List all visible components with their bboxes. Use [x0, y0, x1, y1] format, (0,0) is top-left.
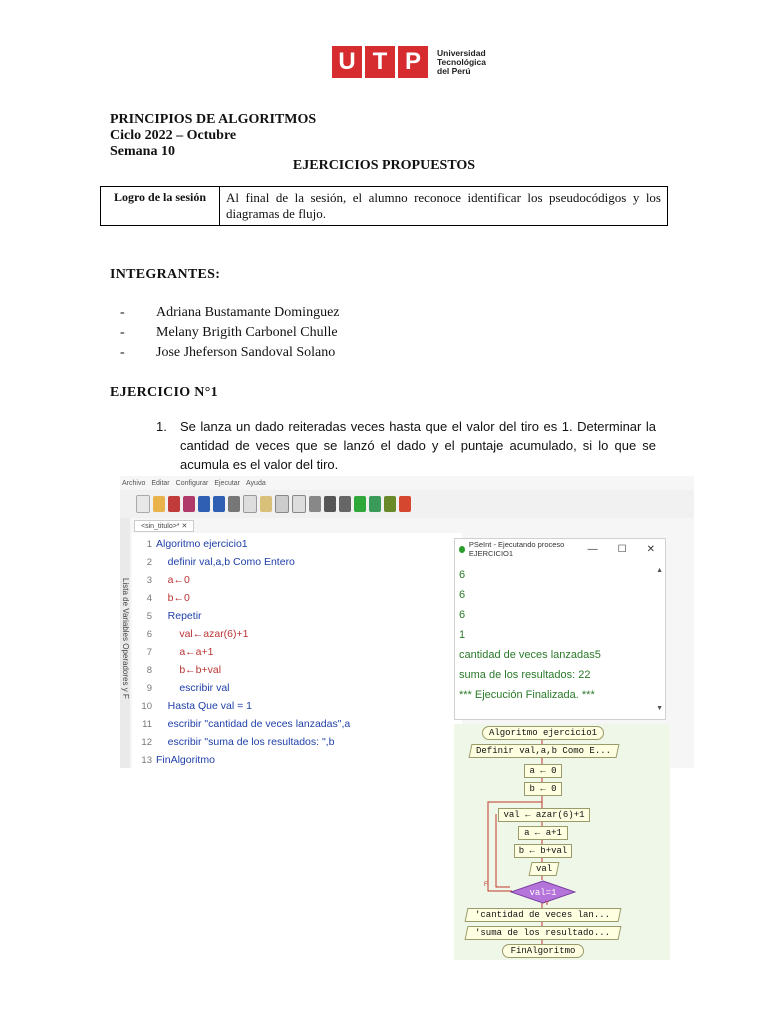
close-icon[interactable]: ✕ [181, 523, 188, 530]
flow-end: FinAlgoritmo [502, 944, 584, 958]
line-number: 1 [146, 538, 152, 550]
flow-assign-b: b ← 0 [524, 782, 562, 796]
logo-letter: T [365, 46, 395, 78]
console-line: *** Ejecución Finalizada. *** [459, 689, 595, 701]
code-line [132, 643, 214, 661]
logo-university-name [437, 49, 486, 76]
logo-letters [332, 46, 431, 78]
line-number: 7 [146, 646, 152, 658]
flowchart-icon[interactable] [384, 496, 396, 512]
code-text: val←azar(6)+1 [156, 628, 249, 640]
indent-icon[interactable] [275, 495, 289, 513]
line-number: 6 [146, 628, 152, 640]
code-line [132, 535, 248, 553]
flowchart-connectors [454, 724, 670, 960]
console-titlebar [455, 539, 665, 559]
member-name: Jose Jheferson Sandoval Solano [156, 345, 336, 360]
cycle-label: Ciclo 2022 – Octubre [110, 128, 237, 143]
flow-define-text: Definir val,a,b Como E... [476, 746, 612, 756]
close-button[interactable]: ✕ [646, 543, 655, 555]
minimize-button[interactable]: — [587, 543, 598, 555]
course-title: PRINCIPIOS DE ALGORITMOS [110, 112, 317, 127]
code-text: definir val,a,b Como Entero [156, 556, 295, 568]
line-number: 2 [146, 556, 152, 568]
variables-sidebar [120, 518, 130, 768]
step-icon[interactable] [369, 496, 381, 512]
flow-output-2 [465, 926, 622, 940]
redo-icon[interactable] [213, 496, 225, 512]
console-line: 6 [459, 609, 466, 621]
code-text: Algoritmo ejercicio1 [156, 538, 248, 550]
scroll-down-icon[interactable]: ▼ [656, 705, 663, 712]
flow-start: Algoritmo ejercicio1 [482, 726, 604, 740]
console-line: 6 [459, 569, 466, 581]
code-line [132, 751, 215, 768]
cut-icon[interactable] [228, 496, 240, 512]
code-line [132, 661, 221, 679]
line-number: 5 [146, 610, 152, 622]
list-icon[interactable] [292, 495, 306, 513]
member-name: Melany Brigith Carbonel Chulle [156, 325, 338, 340]
code-line [132, 697, 252, 715]
flow-inc-b: b ← b+val [514, 844, 572, 858]
member-name: Adriana Bustamante Dominguez [156, 305, 340, 320]
flowchart [454, 724, 670, 960]
copy-icon[interactable] [243, 495, 257, 513]
scroll-up-icon[interactable]: ▲ [656, 567, 663, 574]
utp-logo [332, 46, 486, 78]
code-text: FinAlgoritmo [156, 754, 215, 766]
code-text: a←a+1 [156, 646, 214, 658]
line-number: 3 [146, 574, 152, 586]
logro-table [100, 186, 668, 226]
code-line [132, 553, 295, 571]
code-line [132, 625, 249, 643]
member-item [120, 345, 335, 361]
flow-random: val ← azar(6)+1 [498, 808, 590, 822]
paste-icon[interactable] [260, 496, 272, 512]
window-controls [588, 544, 655, 555]
code-text: b←b+val [156, 664, 222, 676]
menu-archivo[interactable]: Archivo [122, 479, 146, 487]
code-line [132, 679, 230, 697]
search-icon[interactable] [309, 496, 321, 512]
sidebar-label: Lista de Variables Operadores y F [121, 578, 130, 699]
code-line [132, 607, 202, 625]
save-icon[interactable] [168, 496, 180, 512]
member-item [120, 305, 340, 321]
flow-assign-a: a ← 0 [524, 764, 562, 778]
line-number: 11 [142, 718, 152, 730]
line-number: 13 [141, 754, 152, 766]
list-dash: - [120, 325, 125, 340]
code-line [132, 571, 190, 589]
tab-sin-titulo[interactable] [134, 520, 194, 532]
ide-toolbar [120, 490, 694, 518]
logo-letter: U [332, 46, 362, 78]
new-file-icon[interactable] [136, 495, 150, 513]
code-line [132, 733, 334, 751]
console-window [454, 538, 666, 720]
help-icon[interactable] [399, 496, 411, 512]
undo-icon[interactable] [198, 496, 210, 512]
flow-condition [510, 880, 576, 904]
console-line: 1 [459, 629, 466, 641]
maximize-button[interactable]: ☐ [617, 543, 627, 555]
logro-label: Logro de la sesión [101, 187, 220, 226]
code-text: escribir "suma de los resultados: ",b [156, 736, 335, 748]
list-dash: - [120, 305, 125, 320]
exercise-number: 1. [156, 419, 167, 434]
line-number: 4 [146, 592, 152, 604]
logo-letter: P [398, 46, 428, 78]
list-dash: - [120, 345, 125, 360]
console-title: PSeInt - Ejecutando proceso EJERCICIO1 [468, 540, 565, 558]
code-text: Hasta Que val = 1 [156, 700, 253, 712]
menu-editar[interactable]: Editar [151, 479, 170, 487]
exercise-statement [156, 417, 656, 474]
logo-line: Universidad [437, 47, 486, 58]
console-line: 6 [459, 589, 466, 601]
menu-ejecutar[interactable]: Ejecutar [214, 479, 241, 487]
code-text: a←0 [156, 574, 190, 586]
exercise-text: Se lanza un dado reiteradas veces hasta que el valor del tiro es 1. Determinar la cantidad de veces que se lanzó el dado y el puntaje acumulado, si lo que se acumula es el valor del tiro. [180, 419, 656, 472]
flow-output-val-text: val [535, 864, 553, 874]
flow-output-1 [465, 908, 622, 922]
ide-menubar [120, 476, 694, 490]
code-text: Repetir [156, 610, 202, 622]
flow-output-1-text: 'cantidad de veces lan... [475, 910, 611, 920]
line-number: 9 [146, 682, 152, 694]
document-title: EJERCICIOS PROPUESTOS [292, 158, 476, 173]
code-line [132, 715, 350, 733]
flow-true-label: V [545, 901, 550, 907]
menu-configurar[interactable]: Configurar [175, 479, 209, 487]
code-text: escribir "cantidad de veces lanzadas",a [156, 718, 351, 730]
flow-condition-text: val=1 [529, 888, 557, 898]
find-next-icon[interactable] [324, 496, 336, 512]
save-as-icon[interactable] [183, 496, 195, 512]
code-text: escribir val [156, 682, 230, 694]
run-icon[interactable] [354, 496, 366, 512]
integrantes-heading: INTEGRANTES: [110, 267, 221, 282]
replace-icon[interactable] [339, 496, 351, 512]
week-label: Semana 10 [110, 144, 175, 159]
flow-output-2-text: 'suma de los resultado... [475, 928, 611, 938]
line-number: 12 [141, 736, 152, 748]
line-number: 10 [141, 700, 152, 712]
flow-false-label: F [484, 882, 488, 888]
tab-label: <sin_titulo>* [141, 523, 180, 530]
open-folder-icon[interactable] [153, 496, 165, 512]
logro-text: Al final de la sesión, el alumno reconoce identificar los pseudocódigos y los diagramas de flujo. [220, 187, 668, 226]
pseint-icon [459, 546, 465, 553]
flow-output-val [529, 862, 560, 876]
logo-line: del Perú [437, 65, 471, 76]
code-editor[interactable] [132, 533, 462, 768]
logo-line: Tecnológica [437, 56, 486, 67]
exercise-heading: EJERCICIO N°1 [110, 385, 218, 400]
menu-ayuda[interactable]: Ayuda [246, 479, 266, 487]
console-line: cantidad de veces lanzadas5 [459, 649, 601, 661]
code-text: b←0 [156, 592, 190, 604]
code-line [132, 589, 190, 607]
console-line: suma de los resultados: 22 [459, 669, 591, 681]
flow-define [469, 744, 620, 758]
member-item [120, 325, 338, 341]
flow-inc-a: a ← a+1 [518, 826, 568, 840]
line-number: 8 [146, 664, 152, 676]
